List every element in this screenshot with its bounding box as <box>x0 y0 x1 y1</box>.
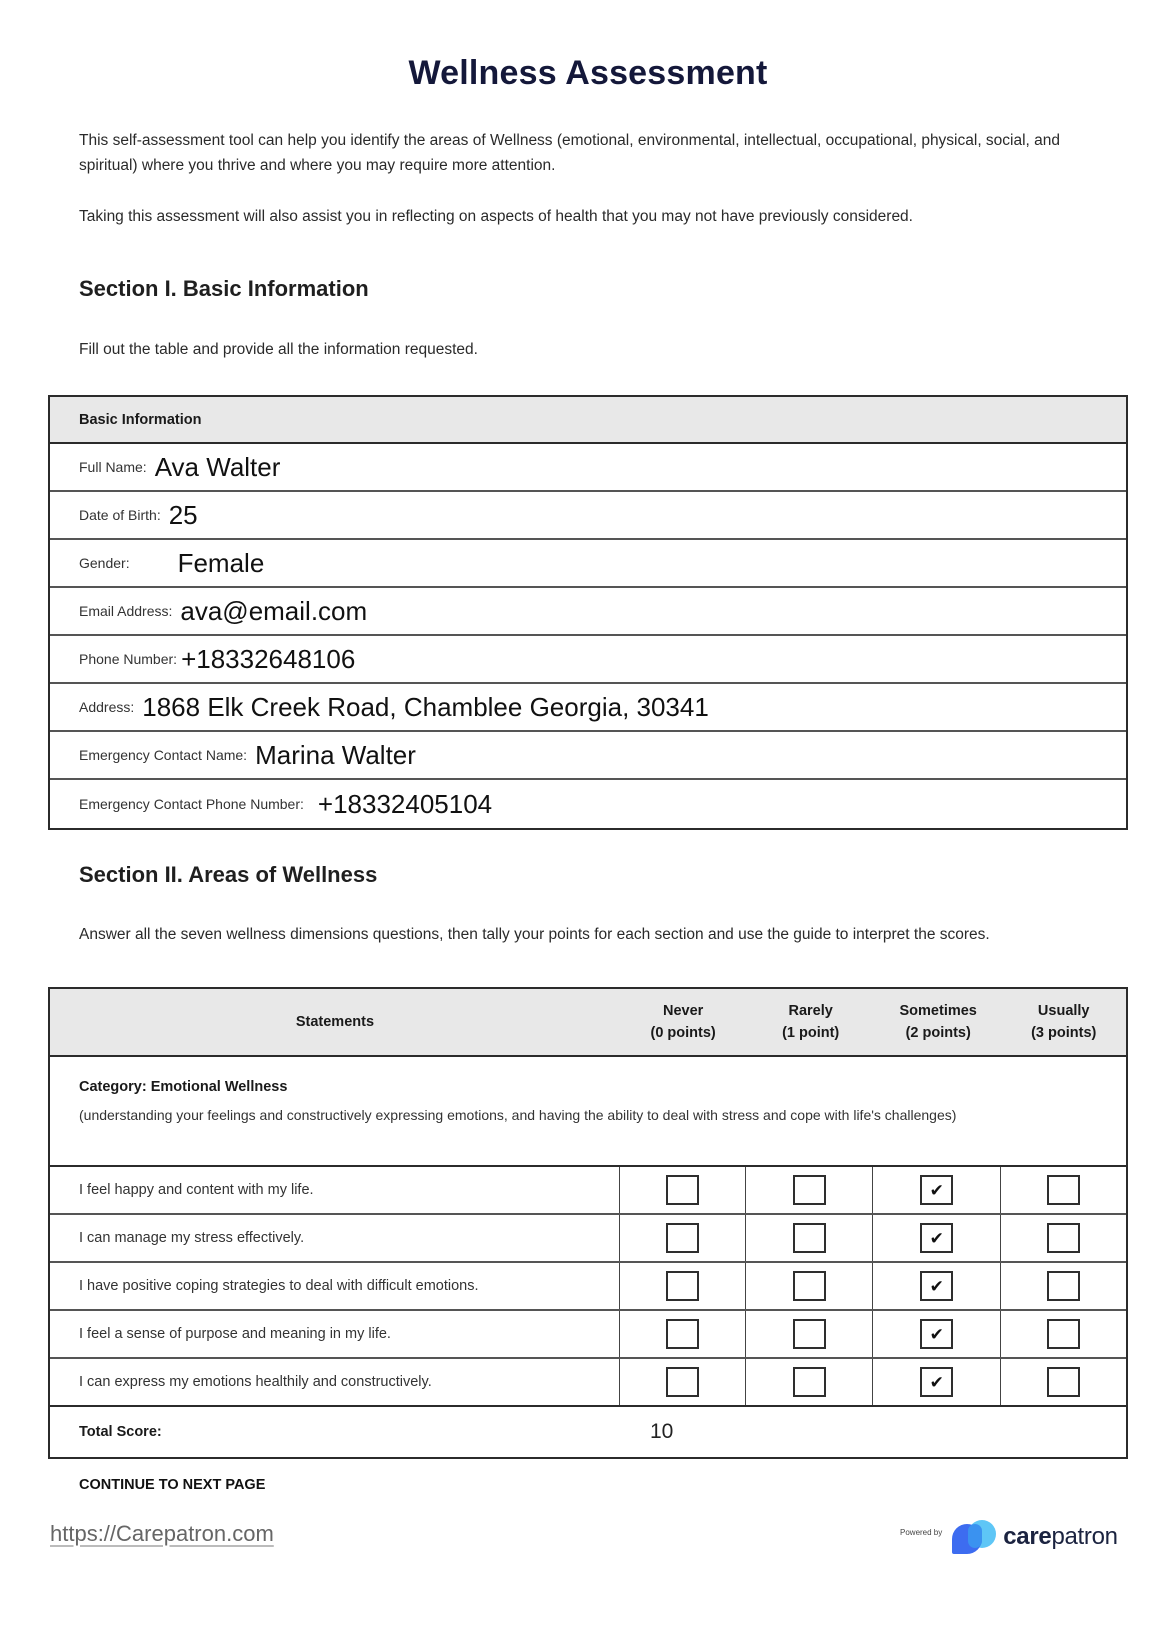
field-value[interactable]: +18332648106 <box>181 643 356 674</box>
statement-row <box>50 1359 1126 1407</box>
intro-paragraph-2: Taking this assessment will also assist you in reflecting on aspects of health that you may not have previously considered. <box>79 208 913 225</box>
column-header-sometimes <box>875 989 1002 1055</box>
wellness-table <box>48 987 1128 1459</box>
checkbox-sometimes[interactable]: ✔ <box>920 1319 953 1349</box>
intro-paragraph-1: This self-assessment tool can help you identify the areas of Wellness (emotional, environmental, intellectual, occupational, physical, social, and spiritual) where you thrive and where you may require more attention. <box>79 132 1061 174</box>
field-date-of-birth[interactable] <box>50 492 1126 540</box>
checkbox-usually[interactable] <box>1047 1271 1080 1301</box>
checkbox-sometimes[interactable]: ✔ <box>920 1223 953 1253</box>
powered-by-carepatron[interactable] <box>900 1520 1118 1554</box>
column-points: (1 point) <box>782 1025 840 1041</box>
checkbox-rarely[interactable] <box>793 1367 826 1397</box>
column-header-usually <box>1001 989 1126 1055</box>
column-header-rarely <box>746 989 875 1055</box>
statement-row <box>50 1215 1126 1263</box>
field-value[interactable]: 25 <box>168 499 198 530</box>
checkbox-usually[interactable] <box>1047 1223 1080 1253</box>
basic-information-header: Basic Information <box>50 397 1126 444</box>
field-value[interactable]: Female <box>177 547 265 578</box>
statement-text: I feel a sense of purpose and meaning in my life. <box>50 1311 620 1357</box>
column-points: (0 points) <box>650 1025 716 1041</box>
field-full-name[interactable] <box>50 444 1126 492</box>
category-title: Category: Emotional Wellness <box>79 1079 288 1095</box>
section-1-heading: Section I. Basic Information <box>79 276 369 301</box>
total-score-value[interactable]: 10 <box>650 1420 674 1443</box>
field-label: Email Address: <box>79 603 173 619</box>
checkbox-sometimes[interactable]: ✔ <box>920 1271 953 1301</box>
field-value[interactable]: 1868 Elk Creek Road, Chamblee Georgia, 30341 <box>142 691 709 722</box>
checkbox-rarely[interactable] <box>793 1175 826 1205</box>
section-1-instructions: Fill out the table and provide all the information requested. <box>79 341 478 358</box>
statement-text: I can manage my stress effectively. <box>50 1215 620 1261</box>
continue-to-next-page: CONTINUE TO NEXT PAGE <box>79 1477 266 1493</box>
section-2-heading: Section II. Areas of Wellness <box>79 862 378 887</box>
field-value[interactable]: +18332405104 <box>317 788 493 819</box>
carepatron-wordmark: carepatron <box>1003 1523 1118 1550</box>
field-gender[interactable] <box>50 540 1126 588</box>
column-header-never <box>620 989 747 1055</box>
checkbox-never[interactable] <box>666 1271 699 1301</box>
field-label: Emergency Contact Name: <box>79 747 248 763</box>
checkbox-rarely[interactable] <box>793 1319 826 1349</box>
field-email[interactable] <box>50 588 1126 636</box>
basic-information-table <box>48 395 1128 830</box>
checkbox-usually[interactable] <box>1047 1175 1080 1205</box>
checkbox-usually[interactable] <box>1047 1367 1080 1397</box>
statement-text: I have positive coping strategies to deal with difficult emotions. <box>50 1263 620 1309</box>
field-label: Address: <box>79 699 135 715</box>
wellness-table-header <box>50 989 1126 1057</box>
section-2-instructions: Answer all the seven wellness dimensions questions, then tally your points for each section and use the guide to interpret the scores. <box>79 926 990 943</box>
field-label: Full Name: <box>79 459 147 475</box>
field-value[interactable]: Ava Walter <box>154 451 281 482</box>
column-label: Usually <box>1037 1003 1090 1019</box>
total-score-row <box>50 1407 1126 1457</box>
column-header-statements: Statements <box>295 1014 375 1030</box>
checkbox-never[interactable] <box>666 1175 699 1205</box>
checkbox-never[interactable] <box>666 1367 699 1397</box>
checkbox-sometimes[interactable]: ✔ <box>920 1175 953 1205</box>
column-label: Never <box>662 1003 704 1019</box>
checkbox-rarely[interactable] <box>793 1271 826 1301</box>
field-label: Gender: <box>79 555 130 571</box>
field-value[interactable]: Marina Walter <box>255 739 416 770</box>
column-points: (3 points) <box>1031 1025 1097 1041</box>
statement-row <box>50 1311 1126 1359</box>
field-value[interactable]: ava@email.com <box>180 595 368 626</box>
checkbox-never[interactable] <box>666 1223 699 1253</box>
column-label: Rarely <box>788 1003 833 1019</box>
field-address[interactable] <box>50 684 1126 732</box>
checkbox-usually[interactable] <box>1047 1319 1080 1349</box>
category-description: (understanding your feelings and constructively expressing emotions, and having the ability to deal with stress and cope with life's challenges) <box>79 1107 957 1123</box>
total-score-label: Total Score: <box>79 1424 162 1440</box>
field-emergency-contact-name[interactable] <box>50 732 1126 780</box>
checkbox-rarely[interactable] <box>793 1223 826 1253</box>
field-label: Phone Number: <box>79 651 178 667</box>
powered-by-label: Powered by <box>900 1527 943 1537</box>
checkbox-sometimes[interactable]: ✔ <box>920 1367 953 1397</box>
column-label: Sometimes <box>899 1003 977 1019</box>
category-emotional-wellness <box>50 1057 1126 1167</box>
statement-row <box>50 1167 1126 1215</box>
statement-text: I feel happy and content with my life. <box>50 1167 620 1213</box>
statement-text: I can express my emotions healthily and constructively. <box>50 1359 620 1405</box>
field-emergency-contact-phone[interactable] <box>50 780 1126 828</box>
field-label: Date of Birth: <box>79 507 161 523</box>
statement-row <box>50 1263 1126 1311</box>
carepatron-logo-icon <box>952 1520 998 1554</box>
carepatron-link[interactable]: https://Carepatron.com <box>50 1521 274 1546</box>
page-title: Wellness Assessment <box>408 54 768 92</box>
field-phone[interactable] <box>50 636 1126 684</box>
column-points: (2 points) <box>905 1025 971 1041</box>
field-label: Emergency Contact Phone Number: <box>79 796 304 812</box>
checkbox-never[interactable] <box>666 1319 699 1349</box>
